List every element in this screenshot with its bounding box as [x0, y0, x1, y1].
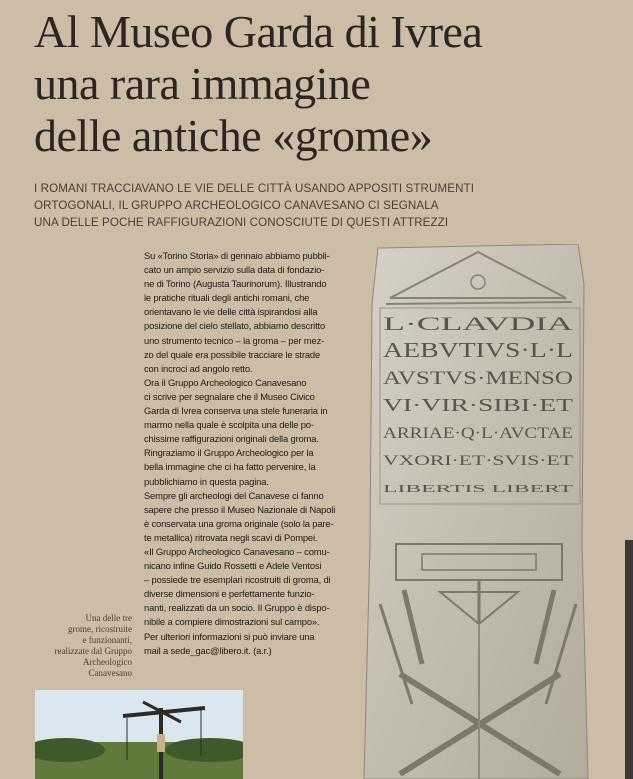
body-line: nicano infine Guido Rossetti e Adele Ventosi — [144, 560, 322, 572]
body-line: te metallica) ritrovata negli scavi di Pompei. — [144, 531, 318, 543]
body-line: orientavano le vie delle città ispirandosi alla — [144, 306, 318, 318]
body-line: ci scrive per segnalare che il Museo Civico — [144, 390, 315, 402]
body-line: bella immagine che ci ha fatto pervenire, la — [144, 461, 316, 473]
body-line: Ora il Gruppo Archeologico Canavesano — [144, 376, 307, 388]
article-title — [34, 6, 624, 162]
adjacent-page-edge — [625, 540, 633, 779]
inscription-line: AVSTVS·MENSO — [383, 368, 573, 389]
article-body — [144, 249, 370, 658]
inscription-line: LIBERTIS LIBERT — [383, 483, 574, 495]
body-line: Garda di Ivrea conserva una stele funeraria in — [144, 405, 328, 417]
body-line: pubblichiamo in questa pagina. — [144, 475, 269, 487]
body-line: zo del quale era possibile tracciare le strade — [144, 348, 321, 360]
article-subtitle — [34, 180, 594, 231]
body-line: Per ulteriori informazioni si può inviare una — [144, 630, 315, 642]
body-line: Ringraziamo il Gruppo Archeologico per la — [144, 447, 314, 459]
caption-line: Canavesano — [88, 668, 132, 678]
body-line: diverse dimensioni e perfettamente funzio- — [144, 588, 315, 600]
body-line: chissime raffigurazioni originali della groma. — [144, 433, 319, 445]
groma-photo — [35, 690, 243, 779]
subtitle-line: UNA DELLE POCHE RAFFIGURAZIONI CONOSCIUTE DI QUESTI ATTREZZI — [34, 216, 449, 229]
body-line: cato un ampio servizio sulla data di fondazio- — [144, 264, 325, 276]
title-line: una rara immagine — [34, 58, 371, 109]
subtitle-line: I ROMANI TRACCIAVANO LE VIE DELLE CITTÀ USANDO APPOSITI STRUMENTI — [34, 182, 475, 195]
inscription-line: L·CLAVDIA — [383, 314, 574, 335]
body-line: – possiede tre esemplari ricostruiti di groma, di — [144, 574, 331, 586]
body-line: è conservata una groma originale (solo la pare- — [144, 517, 334, 529]
caption-line: Una delle tre — [85, 613, 132, 623]
inscription-line: VXORI·ET·SVIS·ET — [383, 453, 573, 469]
caption-line: e funzionanti, — [82, 635, 132, 645]
title-line: delle antiche «grome» — [34, 110, 433, 161]
body-line: nanti, realizzati da un socio. Il Gruppo è dispo- — [144, 602, 330, 614]
body-line: ne di Torino (Augusta Taurinorum). Illustrando — [144, 278, 327, 290]
body-line: Sempre gli archeologi del Canavese ci fanno — [144, 489, 324, 501]
inscription-line: ARRIAE·Q·L·AVCTAE — [383, 425, 573, 442]
body-line: con incroci ad angolo retto. — [144, 362, 253, 374]
body-line: posizione del cielo stellato, abbiamo descritto — [144, 320, 326, 332]
caption-line: realizzate dal Gruppo — [54, 646, 132, 656]
caption-line: Archeologico — [83, 657, 132, 667]
body-line: uno strumento tecnico – la groma – per mez- — [144, 334, 325, 346]
funerary-stele-image — [360, 244, 596, 779]
body-line: mail a sede_gac@libero.it. (a.r.) — [144, 644, 272, 656]
body-line: marmo nella quale è scolpita una delle po- — [144, 419, 314, 431]
photo-caption — [52, 613, 132, 679]
body-line: sapere che presso il Museo Nazionale di Napoli — [144, 503, 336, 515]
title-line: Al Museo Garda di Ivrea — [34, 6, 483, 57]
body-line: Su «Torino Storia» di gennaio abbiamo pubbli- — [144, 250, 330, 261]
inscription-line: AEBVTIVS·L·L — [383, 338, 573, 362]
body-line: le pratiche rituali degli antichi romani, che — [144, 292, 310, 304]
caption-line: grome, ricostruite — [68, 624, 132, 634]
body-line: «Il Gruppo Archeologico Canavesano – comu- — [144, 545, 330, 557]
inscription-line: VI·VIR·SIBI·ET — [383, 395, 573, 415]
body-line: nibile a compiere dimostrazioni sul campo». — [144, 616, 320, 628]
subtitle-line: ORTOGONALI, IL GRUPPO ARCHEOLOGICO CANAVESANO CI SEGNALA — [34, 199, 439, 212]
